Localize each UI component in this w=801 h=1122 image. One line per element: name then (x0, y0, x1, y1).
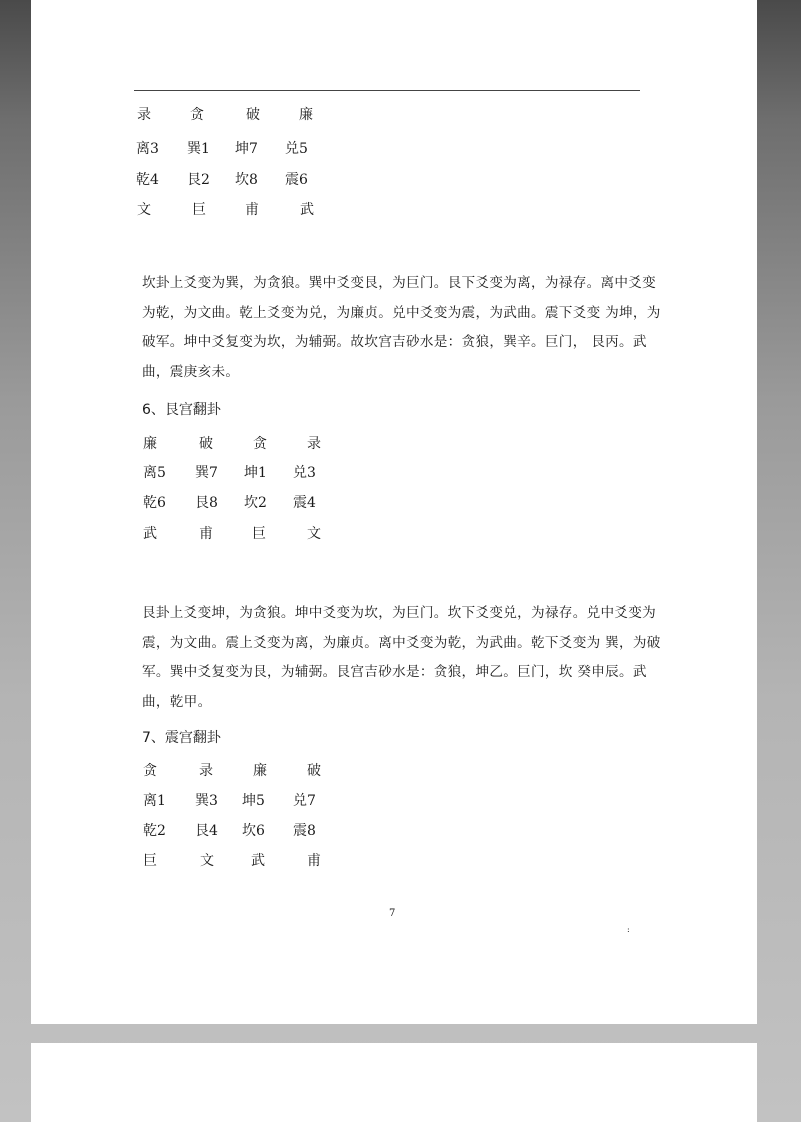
header-rule (134, 90, 640, 91)
table-cell: 兑5 (285, 141, 308, 157)
table-cell: 武 (251, 853, 265, 869)
body-paragraph: 坎卦上爻变为巽，为贪狼。巽中爻变艮，为巨门。艮下爻变为离，为禄存。离中爻变为乾，为文曲。乾上爻变为兑，为廉贞。兑中爻变为震，为武曲。震下爻变 为坤，为破军。坤中爻复变为坎，为辅弼。故坎宫吉砂水是：贪狼，巽辛。巨门， 艮丙。武曲，震庚亥未。 (142, 275, 661, 380)
table-cell: 震8 (293, 823, 316, 839)
table-cell: 文 (200, 853, 214, 869)
table-row (31, 139, 757, 159)
table-cell: 艮4 (195, 823, 218, 839)
table-cell: 艮8 (195, 495, 218, 511)
page-number: 7 (389, 908, 396, 919)
table-cell: 甫 (245, 202, 259, 218)
table-cell: 文 (307, 526, 321, 542)
table-cell: 坎6 (242, 823, 265, 839)
table-row (31, 524, 757, 544)
table-cell: 贪 (190, 107, 204, 123)
table-row (31, 761, 757, 781)
table-cell: 破 (199, 436, 213, 452)
table-cell: 廉 (253, 763, 267, 779)
table-cell: 巽1 (187, 141, 210, 157)
table-cell: 贪 (253, 436, 267, 452)
table-row (31, 821, 757, 841)
table-row (31, 200, 757, 220)
table-cell: 震4 (293, 495, 316, 511)
table-row (31, 851, 757, 871)
table-cell: 离5 (143, 465, 166, 481)
table-row (31, 434, 757, 454)
table-cell: 文 (137, 202, 151, 218)
table-cell: 乾4 (136, 172, 159, 188)
table-cell: 巨 (143, 853, 157, 869)
table-cell: 录 (199, 763, 213, 779)
table-cell: 贪 (143, 763, 157, 779)
table-row (31, 463, 757, 483)
table-cell: 兑3 (293, 465, 316, 481)
table-cell: 坤5 (242, 793, 265, 809)
document-page (31, 0, 757, 1024)
table-cell: 乾2 (143, 823, 166, 839)
table-cell: 坎2 (244, 495, 267, 511)
table-cell: 离1 (143, 793, 166, 809)
table-cell: 兑7 (293, 793, 316, 809)
table-cell: 坤7 (235, 141, 258, 157)
table-cell: 廉 (143, 436, 157, 452)
table-cell: 廉 (299, 107, 313, 123)
table-cell: 录 (137, 107, 151, 123)
table-cell: 破 (246, 107, 260, 123)
table-row (31, 170, 757, 190)
table-cell: 坎8 (235, 172, 258, 188)
table-cell: 震6 (285, 172, 308, 188)
table-cell: 巽3 (195, 793, 218, 809)
table-cell: 艮2 (187, 172, 210, 188)
table-cell: 离3 (136, 141, 159, 157)
table-cell: 坤1 (244, 465, 267, 481)
table-cell: 甫 (307, 853, 321, 869)
table-cell: 破 (307, 763, 321, 779)
next-document-page (31, 1043, 757, 1122)
section-heading: 6、艮宫翻卦 (142, 402, 221, 418)
table-row (31, 791, 757, 811)
body-paragraph: 艮卦上爻变坤，为贪狼。坤中爻变为坎，为巨门。坎下爻变兑，为禄存。兑中爻变为震，为文曲。震上爻变为离，为廉贞。离中爻变为乾，为武曲。乾下爻变为 巽，为破军。巽中爻复变为艮，为辅弼。艮宫吉砂水是：贪狼，坤乙。巨门，坎 癸申辰。武曲，乾甲。 (142, 605, 661, 710)
table-row (31, 493, 757, 513)
table-cell: 乾6 (143, 495, 166, 511)
table-cell: 录 (307, 436, 321, 452)
table-row (31, 105, 757, 125)
table-cell: 巽7 (195, 465, 218, 481)
corner-mark: : (627, 925, 630, 934)
table-cell: 甫 (199, 526, 213, 542)
table-cell: 巨 (192, 202, 206, 218)
table-cell: 武 (143, 526, 157, 542)
section-heading: 7、震宫翻卦 (142, 730, 221, 746)
table-cell: 巨 (252, 526, 266, 542)
table-cell: 武 (300, 202, 314, 218)
